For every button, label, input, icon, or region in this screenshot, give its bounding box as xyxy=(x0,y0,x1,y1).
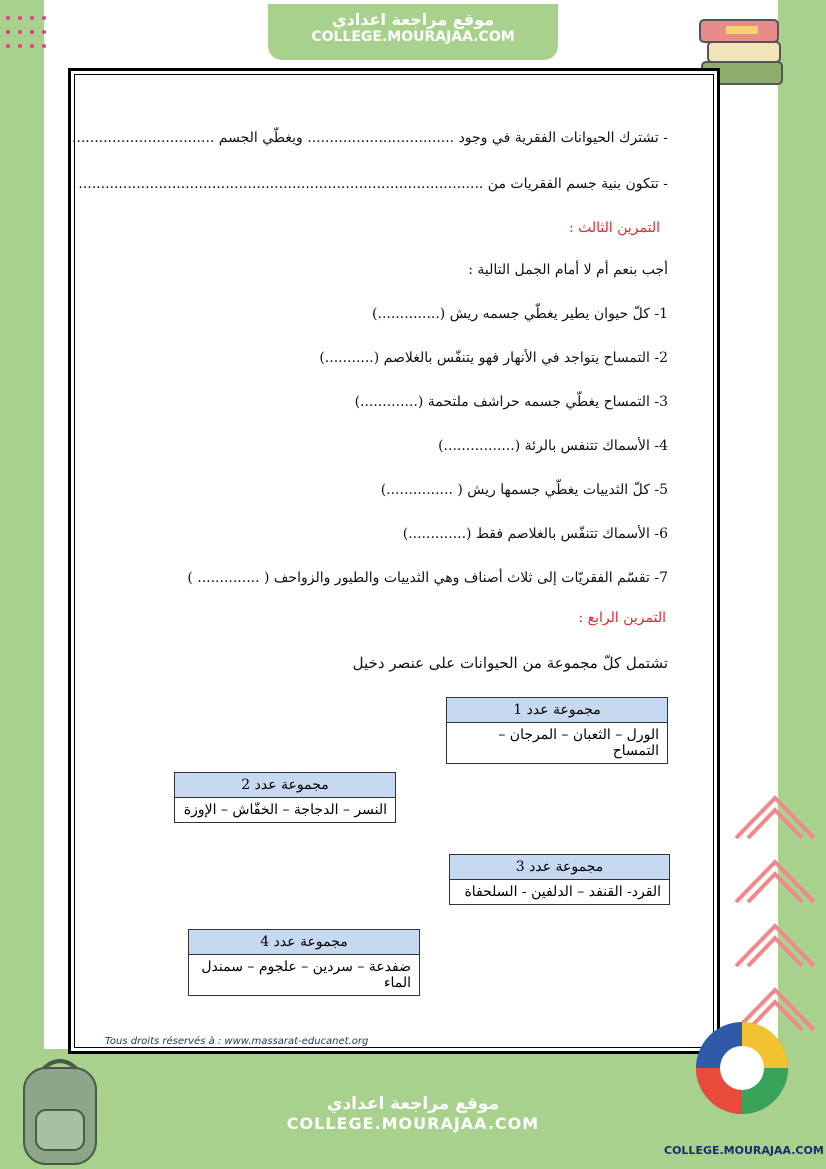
group-items: القرد- القنفد – الدلفين - السلحفاة xyxy=(450,880,670,905)
exercise-4-title: التمرين الرابع : xyxy=(578,610,666,626)
group-table-1 xyxy=(446,697,668,764)
exercise-4-instruction: تشتمل كلّ مجموعة من الحيوانات على عنصر دخيل xyxy=(352,654,668,672)
group-items: الورل – الثعبان – المرجان – التمساح xyxy=(447,723,668,764)
header-site-arabic: موقع مراجعة اعدادي xyxy=(331,10,495,29)
exercise-3-item: 4- الأسماك تتنفس بالرئة (................) xyxy=(438,438,668,454)
exercise-3-item: 6- الأسماك تتنفّس بالغلاصم فقط (.............) xyxy=(402,526,668,542)
header-site-link[interactable]: COLLEGE.MOURAJAA.COM xyxy=(311,29,515,45)
copyright-notice: Tous droits réservés à : www.massarat-educanet.org xyxy=(105,1036,369,1047)
left-green-band xyxy=(0,0,44,1169)
group-table-2 xyxy=(174,772,396,823)
group-title: مجموعة عدد 3 xyxy=(450,855,670,880)
exercise-3-item: 3- التمساح يغطّي جسمه حراشف ملتحمة (.............) xyxy=(354,394,668,410)
exercise-3-item: 1- كلّ حيوان يطير يغطّي جسمه ريش (..............) xyxy=(372,306,668,322)
pink-dots-decoration xyxy=(0,10,56,70)
site-footer xyxy=(268,1078,558,1148)
exercise-3-title: التمرين الثالث : xyxy=(568,220,660,236)
exercise-3-item: 2- التمساح يتواجد في الأنهار فهو يتنفّس بالغلاصم (...........) xyxy=(319,350,668,366)
footer-site-arabic: موقع مراجعة اعدادي xyxy=(326,1094,500,1114)
group-title: مجموعة عدد 4 xyxy=(189,930,420,955)
site-header xyxy=(268,4,558,60)
group-title: مجموعة عدد 2 xyxy=(175,773,396,798)
footer-site-link[interactable]: COLLEGE.MOURAJAA.COM xyxy=(286,1114,540,1133)
chevrons-icon xyxy=(730,790,820,1050)
group-table-4 xyxy=(188,929,420,996)
exercise-3-instruction: أجب بنعم أم لا أمام الجمل التالية : xyxy=(468,262,668,278)
backpack-icon xyxy=(4,1058,116,1166)
exercise-3-item: 7- تقسّم الفقريّات إلى ثلاث أصناف وهي الثدييات والطيور والزواحف ( .............. ) xyxy=(187,570,668,586)
group-title: مجموعة عدد 1 xyxy=(447,698,668,723)
science-wheel-icon xyxy=(694,1020,790,1116)
group-table-3 xyxy=(449,854,670,905)
group-items: ضفدعة – سردين – علجوم – سمندل الماء xyxy=(189,955,420,996)
logo-link[interactable]: COLLEGE.MOURAJAA.COM xyxy=(664,1144,824,1157)
exercise-3-item: 5- كلّ الثدييات يغطّي جسمها ريش ( ...............) xyxy=(380,482,668,498)
fill-in-line-2: - تتكون بنية جسم الفقريات من ........................................................................................... xyxy=(78,176,668,192)
group-items: النسر – الدجاجة – الخفّاش – الإوزة xyxy=(175,798,396,823)
fill-in-line-1: - تشترك الحيوانات الفقرية في وجود ................................. ويغطّي الجسم ................................ xyxy=(71,130,668,146)
